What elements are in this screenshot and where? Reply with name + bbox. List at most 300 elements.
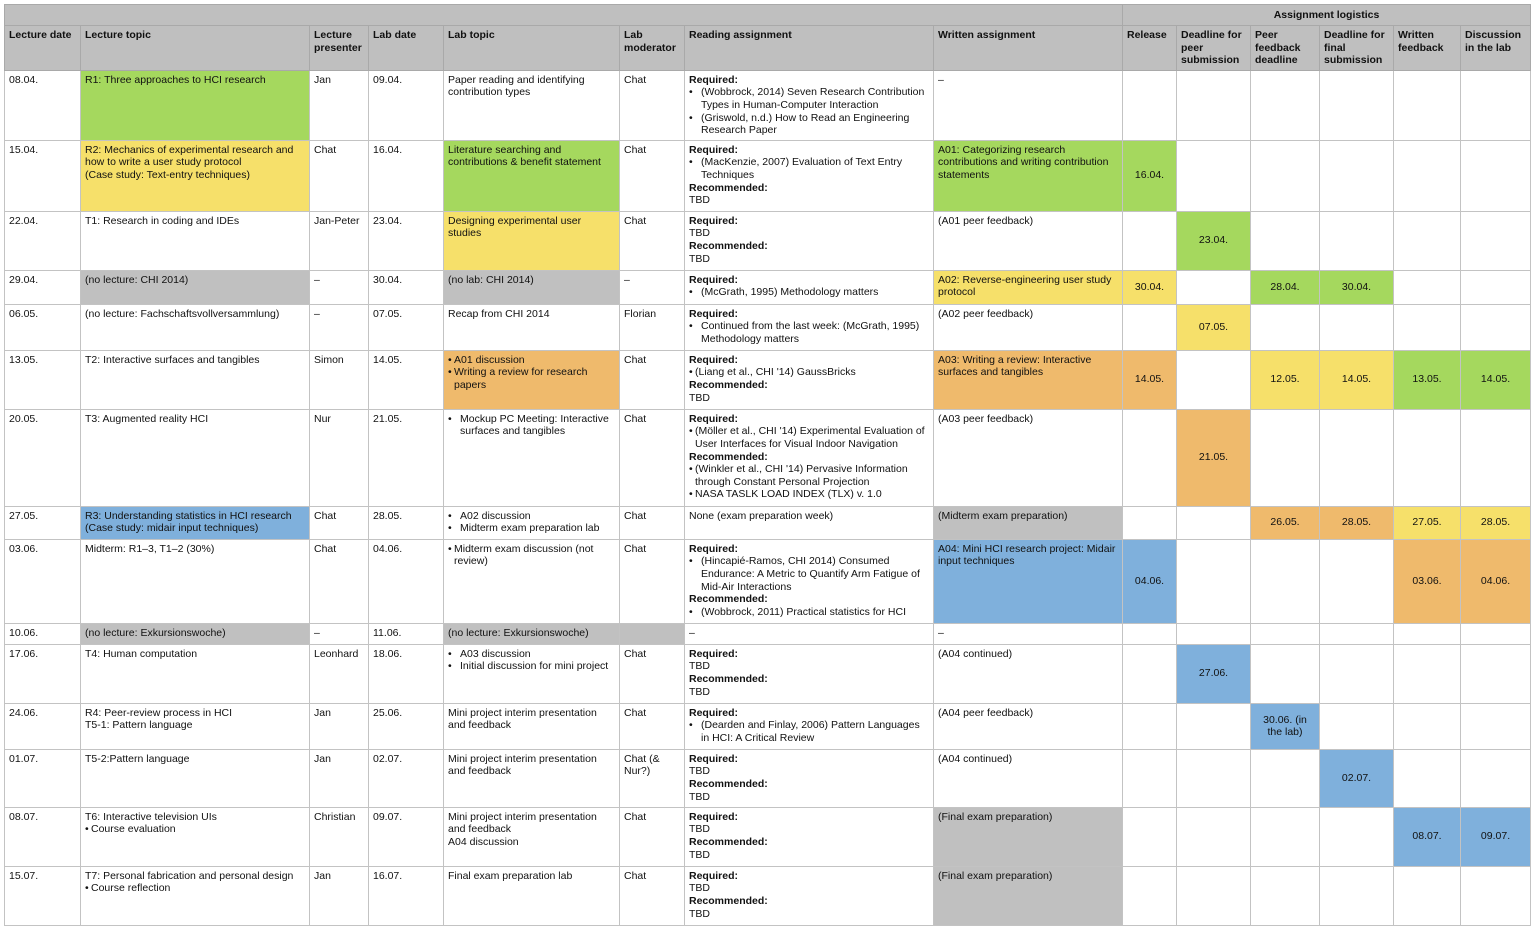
cell-lab-date [369, 644, 444, 703]
cell-lab-topic [444, 644, 620, 703]
cell-label: Recommended: [689, 593, 768, 606]
cell-label: Recommended: [689, 672, 768, 685]
cell-bullet-item: • Course reflection [85, 882, 305, 895]
cell-text: (no lecture: Exkursionswoche) [85, 626, 226, 639]
cell-reading-assignment [685, 140, 934, 211]
cell-text: – [938, 73, 944, 86]
cell-text: 09.04. [373, 73, 403, 86]
cell-text: Chat [624, 214, 647, 227]
cell-label: Required: [689, 542, 739, 555]
cell-written-assignment [934, 350, 1123, 409]
cell-lecture-presenter [310, 644, 369, 703]
cell-bullet-item: • Midterm exam discussion (not review) [448, 543, 615, 568]
cell-text: Paper reading and identifying contribution types [448, 73, 585, 99]
cell-text: 22.04. [9, 214, 39, 227]
cell-written-feedback [1394, 409, 1461, 506]
cell-text: (Final exam preparation) [938, 869, 1053, 882]
cell-text: 14.05. [1134, 373, 1165, 386]
cell-final-submission-deadline [1320, 539, 1394, 623]
cell-peer-feedback-deadline [1251, 644, 1320, 703]
cell-lecture-topic [81, 539, 310, 623]
cell-label: Required: [689, 353, 739, 366]
cell-lecture-date [5, 623, 81, 644]
cell-text: 07.05. [1198, 320, 1229, 333]
cell-text: Chat [624, 869, 647, 882]
cell-reading-assignment [685, 807, 934, 866]
cell-lab-discussion [1461, 350, 1531, 409]
cell-release [1123, 211, 1177, 270]
cell-text: R3: Understanding statistics in HCI research [85, 509, 292, 522]
cell-peer-feedback-deadline [1251, 506, 1320, 539]
cell-lab-moderator [620, 409, 685, 506]
cell-bullet-item: • Mockup PC Meeting: Interactive surfaces and tangibles [448, 413, 615, 438]
cell-label: Required: [689, 143, 739, 156]
cell-text: TBD [689, 765, 710, 778]
cell-text: – [689, 626, 695, 639]
cell-text: (Case study: Text-entry techniques) [85, 168, 250, 181]
cell-lecture-topic [81, 409, 310, 506]
cell-text: 18.06. [373, 647, 403, 660]
cell-lab-moderator [620, 807, 685, 866]
cell-final-submission-deadline [1320, 211, 1394, 270]
cell-lecture-topic [81, 350, 310, 409]
cell-text: 04.06. [373, 542, 403, 555]
cell-release [1123, 304, 1177, 350]
cell-peer-feedback-deadline [1251, 211, 1320, 270]
cell-written-assignment [934, 409, 1123, 506]
cell-lecture-topic [81, 749, 310, 807]
cell-written-assignment [934, 539, 1123, 623]
cell-text: 04.06. [1134, 574, 1165, 587]
cell-final-submission-deadline [1320, 749, 1394, 807]
cell-peer-submission-deadline [1177, 807, 1251, 866]
cell-text: 08.07. [9, 810, 39, 823]
cell-text: 30.04. [1341, 280, 1372, 293]
cell-release [1123, 623, 1177, 644]
cell-text: 02.07. [1341, 771, 1372, 784]
cell-peer-submission-deadline [1177, 623, 1251, 644]
cell-lab-date [369, 270, 444, 304]
cell-lab-moderator [620, 644, 685, 703]
cell-label: Required: [689, 73, 739, 86]
cell-text: Chat [314, 542, 337, 555]
cell-lab-moderator [620, 350, 685, 409]
cell-text: – [314, 626, 320, 639]
cell-text: (no lecture: CHI 2014) [85, 273, 189, 286]
cell-reading-assignment [685, 623, 934, 644]
column-header-peer-feedback-deadline: Peer feedback deadline [1251, 26, 1320, 71]
cell-release [1123, 866, 1177, 925]
cell-lab-discussion [1461, 644, 1531, 703]
cell-label: Recommended: [689, 777, 768, 790]
cell-text: TBD [689, 848, 710, 861]
cell-lab-date [369, 703, 444, 749]
cell-lecture-presenter [310, 623, 369, 644]
header-group-spacer [5, 5, 1123, 26]
cell-text: 23.04. [1198, 234, 1229, 247]
cell-text: 06.05. [9, 307, 39, 320]
cell-lab-topic [444, 409, 620, 506]
cell-label: Required: [689, 869, 739, 882]
table-row [5, 644, 1531, 703]
cell-label: Recommended: [689, 239, 768, 252]
cell-text: TBD [689, 685, 710, 698]
cell-reading-assignment [685, 703, 934, 749]
cell-text: (no lab: CHI 2014) [448, 273, 534, 286]
table-row [5, 140, 1531, 211]
cell-written-assignment [934, 70, 1123, 140]
cell-text: (no lecture: Exkursionswoche) [448, 626, 589, 639]
cell-label: Required: [689, 214, 739, 227]
column-header-reading-assignment: Reading assignment [685, 26, 934, 71]
cell-final-submission-deadline [1320, 623, 1394, 644]
cell-lab-topic [444, 270, 620, 304]
cell-release [1123, 539, 1177, 623]
cell-text: A01: Categorizing research contributions and writing contribution statements [938, 143, 1109, 181]
cell-lab-date [369, 539, 444, 623]
cell-lab-discussion [1461, 749, 1531, 807]
cell-lecture-topic [81, 506, 310, 539]
cell-text: R2: Mechanics of experimental research and how to write a user study protocol [85, 143, 294, 169]
cell-text: Mini project interim presentation and feedback [448, 810, 597, 836]
cell-lab-date [369, 70, 444, 140]
cell-lab-topic [444, 211, 620, 270]
table-row [5, 506, 1531, 539]
cell-written-feedback [1394, 270, 1461, 304]
cell-lecture-date [5, 703, 81, 749]
cell-text: (Case study: midair input techniques) [85, 522, 259, 535]
cell-lecture-presenter [310, 304, 369, 350]
cell-lab-moderator [620, 866, 685, 925]
cell-text: 04.06. [1480, 574, 1511, 587]
cell-text: 16.07. [373, 869, 403, 882]
cell-lab-moderator [620, 211, 685, 270]
cell-lab-date [369, 350, 444, 409]
column-header-written-assignment: Written assignment [934, 26, 1123, 71]
cell-label: Recommended: [689, 894, 768, 907]
column-header-lecture-date: Lecture date [5, 26, 81, 71]
cell-lecture-date [5, 644, 81, 703]
cell-bullet-item: • Midterm exam preparation lab [448, 522, 615, 535]
cell-peer-submission-deadline [1177, 866, 1251, 925]
cell-text: R1: Three approaches to HCI research [85, 73, 266, 86]
column-header-lab-topic: Lab topic [444, 26, 620, 71]
cell-final-submission-deadline [1320, 270, 1394, 304]
cell-written-feedback [1394, 506, 1461, 539]
cell-lecture-topic [81, 140, 310, 211]
cell-release [1123, 644, 1177, 703]
cell-written-feedback [1394, 304, 1461, 350]
cell-peer-submission-deadline [1177, 304, 1251, 350]
assignment-logistics-header: Assignment logistics [1123, 5, 1531, 26]
cell-lecture-presenter [310, 211, 369, 270]
cell-text: Recap from CHI 2014 [448, 307, 550, 320]
cell-text: Midterm: R1–3, T1–2 (30%) [85, 542, 215, 555]
cell-lecture-presenter [310, 749, 369, 807]
cell-lecture-topic [81, 304, 310, 350]
cell-final-submission-deadline [1320, 807, 1394, 866]
cell-bullet-item: • (Wobbrock, 2011) Practical statistics for HCI [689, 606, 929, 619]
cell-text: 24.06. [9, 706, 39, 719]
cell-text: R4: Peer-review process in HCI [85, 706, 233, 719]
cell-bullet-item: • Continued from the last week: (McGrath, 1995) Methodology matters [689, 320, 929, 345]
cell-text: 13.05. [1412, 373, 1442, 386]
cell-final-submission-deadline [1320, 506, 1394, 539]
cell-text: 09.07. [1480, 830, 1511, 843]
cell-lab-topic [444, 866, 620, 925]
cell-written-feedback [1394, 539, 1461, 623]
table-row [5, 749, 1531, 807]
cell-text: 21.05. [1198, 451, 1229, 464]
cell-text: Jan-Peter [314, 214, 360, 227]
cell-text: 29.04. [9, 273, 39, 286]
cell-reading-assignment [685, 304, 934, 350]
cell-lecture-presenter [310, 866, 369, 925]
cell-lab-date [369, 409, 444, 506]
table-row [5, 866, 1531, 925]
cell-lab-discussion [1461, 304, 1531, 350]
cell-text: Nur [314, 412, 331, 425]
cell-text: T5-1: Pattern language [85, 719, 193, 732]
cell-text: A04 discussion [448, 835, 519, 848]
cell-peer-feedback-deadline [1251, 807, 1320, 866]
cell-peer-feedback-deadline [1251, 70, 1320, 140]
table-body [5, 70, 1531, 925]
cell-lecture-presenter [310, 70, 369, 140]
cell-text: (A04 peer feedback) [938, 706, 1034, 719]
cell-bullet-item: • Writing a review for research papers [448, 366, 615, 391]
cell-lecture-topic [81, 644, 310, 703]
cell-text: T1: Research in coding and IDEs [85, 214, 240, 227]
cell-written-feedback [1394, 866, 1461, 925]
cell-text: 16.04. [373, 143, 403, 156]
cell-text: 14.05. [373, 353, 403, 366]
cell-bullet-item: • A02 discussion [448, 510, 615, 523]
column-header-peer-submission-deadline: Deadline for peer submission [1177, 26, 1251, 71]
cell-text: Florian [624, 307, 657, 320]
column-header-lab-discussion: Discussion in the lab [1461, 26, 1531, 71]
cell-written-assignment [934, 807, 1123, 866]
cell-release [1123, 270, 1177, 304]
cell-lecture-presenter [310, 409, 369, 506]
cell-text: 10.06. [9, 626, 39, 639]
cell-lab-discussion [1461, 703, 1531, 749]
cell-text: 21.05. [373, 412, 403, 425]
cell-reading-assignment [685, 866, 934, 925]
cell-peer-submission-deadline [1177, 270, 1251, 304]
cell-text: (Final exam preparation) [938, 810, 1053, 823]
cell-text: Jan [314, 752, 331, 765]
cell-written-assignment [934, 211, 1123, 270]
cell-final-submission-deadline [1320, 304, 1394, 350]
table-row [5, 304, 1531, 350]
cell-text: (A03 peer feedback) [938, 412, 1034, 425]
cell-reading-assignment [685, 749, 934, 807]
cell-text: 27.06. [1198, 667, 1229, 680]
cell-text: Chat (& Nur?) [624, 752, 660, 778]
cell-text: 11.06. [373, 626, 402, 639]
cell-text: – [314, 307, 320, 320]
cell-text: 30.04. [1134, 280, 1165, 293]
cell-text: – [938, 626, 944, 639]
cell-lecture-topic [81, 703, 310, 749]
cell-lab-topic [444, 506, 620, 539]
cell-lecture-topic [81, 807, 310, 866]
cell-peer-submission-deadline [1177, 703, 1251, 749]
cell-final-submission-deadline [1320, 409, 1394, 506]
cell-text: 28.05. [373, 509, 403, 522]
cell-lecture-date [5, 539, 81, 623]
cell-lecture-presenter [310, 807, 369, 866]
column-header-lecture-presenter: Lecture presenter [310, 26, 369, 71]
header-column-row [5, 26, 1531, 71]
cell-release [1123, 140, 1177, 211]
cell-peer-feedback-deadline [1251, 350, 1320, 409]
cell-text: 25.06. [373, 706, 403, 719]
cell-lab-topic [444, 807, 620, 866]
cell-peer-feedback-deadline [1251, 409, 1320, 506]
cell-lab-moderator [620, 749, 685, 807]
cell-lecture-date [5, 304, 81, 350]
cell-reading-assignment [685, 270, 934, 304]
cell-written-assignment [934, 644, 1123, 703]
cell-written-feedback [1394, 140, 1461, 211]
cell-lab-discussion [1461, 70, 1531, 140]
table-row [5, 211, 1531, 270]
cell-text: A03: Writing a review: Interactive surfaces and tangibles [938, 353, 1092, 379]
table-header [5, 5, 1531, 71]
cell-lecture-date [5, 506, 81, 539]
cell-label: Recommended: [689, 450, 768, 463]
cell-text: Chat [314, 143, 337, 156]
cell-release [1123, 703, 1177, 749]
cell-text: 28.05. [1341, 516, 1372, 529]
cell-label: Required: [689, 706, 739, 719]
cell-text: T3: Augmented reality HCI [85, 412, 209, 425]
cell-peer-feedback-deadline [1251, 623, 1320, 644]
cell-text: Mini project interim presentation and feedback [448, 752, 597, 778]
cell-text: TBD [689, 907, 710, 920]
cell-text: 09.07. [373, 810, 403, 823]
cell-text: Mini project interim presentation and feedback [448, 706, 597, 732]
cell-lab-discussion [1461, 140, 1531, 211]
cell-bullet-item: • Initial discussion for mini project [448, 660, 615, 673]
cell-text: 08.07. [1412, 830, 1442, 843]
cell-written-feedback [1394, 211, 1461, 270]
cell-lab-discussion [1461, 506, 1531, 539]
cell-text: T2: Interactive surfaces and tangibles [85, 353, 260, 366]
cell-text: Christian [314, 810, 356, 823]
cell-peer-feedback-deadline [1251, 703, 1320, 749]
cell-text: 14.05. [1341, 373, 1372, 386]
cell-text: 14.05. [1480, 373, 1511, 386]
cell-peer-submission-deadline [1177, 749, 1251, 807]
header-group-row [5, 5, 1531, 26]
cell-text: TBD [689, 391, 710, 404]
cell-final-submission-deadline [1320, 70, 1394, 140]
cell-text: 20.05. [9, 412, 39, 425]
cell-text: (no lecture: Fachschaftsvollversammlung) [85, 307, 280, 320]
cell-label: Recommended: [689, 378, 768, 391]
cell-text: Chat [624, 412, 647, 425]
cell-text: 03.06. [1412, 574, 1442, 587]
cell-lab-date [369, 749, 444, 807]
cell-text: 15.04. [9, 143, 39, 156]
cell-peer-feedback-deadline [1251, 749, 1320, 807]
cell-text: Chat [624, 647, 647, 660]
column-header-lab-date: Lab date [369, 26, 444, 71]
cell-written-assignment [934, 866, 1123, 925]
table-row [5, 703, 1531, 749]
cell-text: (A01 peer feedback) [938, 214, 1034, 227]
cell-peer-submission-deadline [1177, 350, 1251, 409]
cell-label: Required: [689, 752, 739, 765]
cell-lecture-date [5, 807, 81, 866]
cell-label: Required: [689, 412, 739, 425]
table-row [5, 807, 1531, 866]
table-row [5, 70, 1531, 140]
cell-final-submission-deadline [1320, 866, 1394, 925]
cell-text: 08.04. [9, 73, 39, 86]
cell-peer-feedback-deadline [1251, 140, 1320, 211]
cell-text: Final exam preparation lab [448, 869, 573, 882]
cell-bullet-item: • (MacKenzie, 2007) Evaluation of Text Entry Techniques [689, 156, 929, 181]
cell-release [1123, 70, 1177, 140]
cell-peer-feedback-deadline [1251, 304, 1320, 350]
cell-lab-moderator [620, 703, 685, 749]
cell-text: T5-2:Pattern language [85, 752, 190, 765]
cell-lab-topic [444, 70, 620, 140]
cell-reading-assignment [685, 506, 934, 539]
cell-bullet-item: • A03 discussion [448, 648, 615, 661]
cell-reading-assignment [685, 409, 934, 506]
cell-lecture-topic [81, 866, 310, 925]
cell-peer-submission-deadline [1177, 211, 1251, 270]
cell-lab-discussion [1461, 807, 1531, 866]
cell-lecture-date [5, 211, 81, 270]
cell-lab-moderator [620, 70, 685, 140]
column-header-final-submission-deadline: Deadline for final submission [1320, 26, 1394, 71]
cell-lecture-date [5, 70, 81, 140]
cell-text: 12.05. [1270, 373, 1300, 386]
cell-text: 07.05. [373, 307, 403, 320]
cell-lecture-presenter [310, 140, 369, 211]
cell-peer-submission-deadline [1177, 409, 1251, 506]
cell-lab-moderator [620, 506, 685, 539]
cell-text: Jan [314, 73, 331, 86]
cell-text: 27.05. [1412, 516, 1442, 529]
cell-lab-topic [444, 749, 620, 807]
cell-label: Recommended: [689, 835, 768, 848]
cell-text: Leonhard [314, 647, 359, 660]
cell-text: TBD [689, 660, 710, 673]
cell-bullet-item: • NASA TASLK LOAD INDEX (TLX) v. 1.0 [689, 488, 929, 501]
cell-text: (A04 continued) [938, 752, 1013, 765]
cell-text: A02: Reverse-engineering user study protocol [938, 273, 1112, 299]
cell-bullet-item: • Course evaluation [85, 823, 305, 836]
cell-bullet-item: • (Möller et al., CHI '14) Experimental Evaluation of User Interfaces for Visual Indoor Navigation [689, 425, 929, 450]
cell-text: Chat [624, 810, 647, 823]
cell-lecture-presenter [310, 350, 369, 409]
cell-bullet-item: • (Liang et al., CHI '14) GaussBricks [689, 366, 929, 379]
cell-lab-date [369, 623, 444, 644]
cell-bullet-item: • (Winkler et al., CHI '14) Pervasive Information through Constant Personal Projection [689, 463, 929, 488]
cell-written-feedback [1394, 703, 1461, 749]
cell-lab-date [369, 211, 444, 270]
cell-text: – [314, 273, 320, 286]
cell-written-feedback [1394, 749, 1461, 807]
cell-text: (Midterm exam preparation) [938, 509, 1068, 522]
